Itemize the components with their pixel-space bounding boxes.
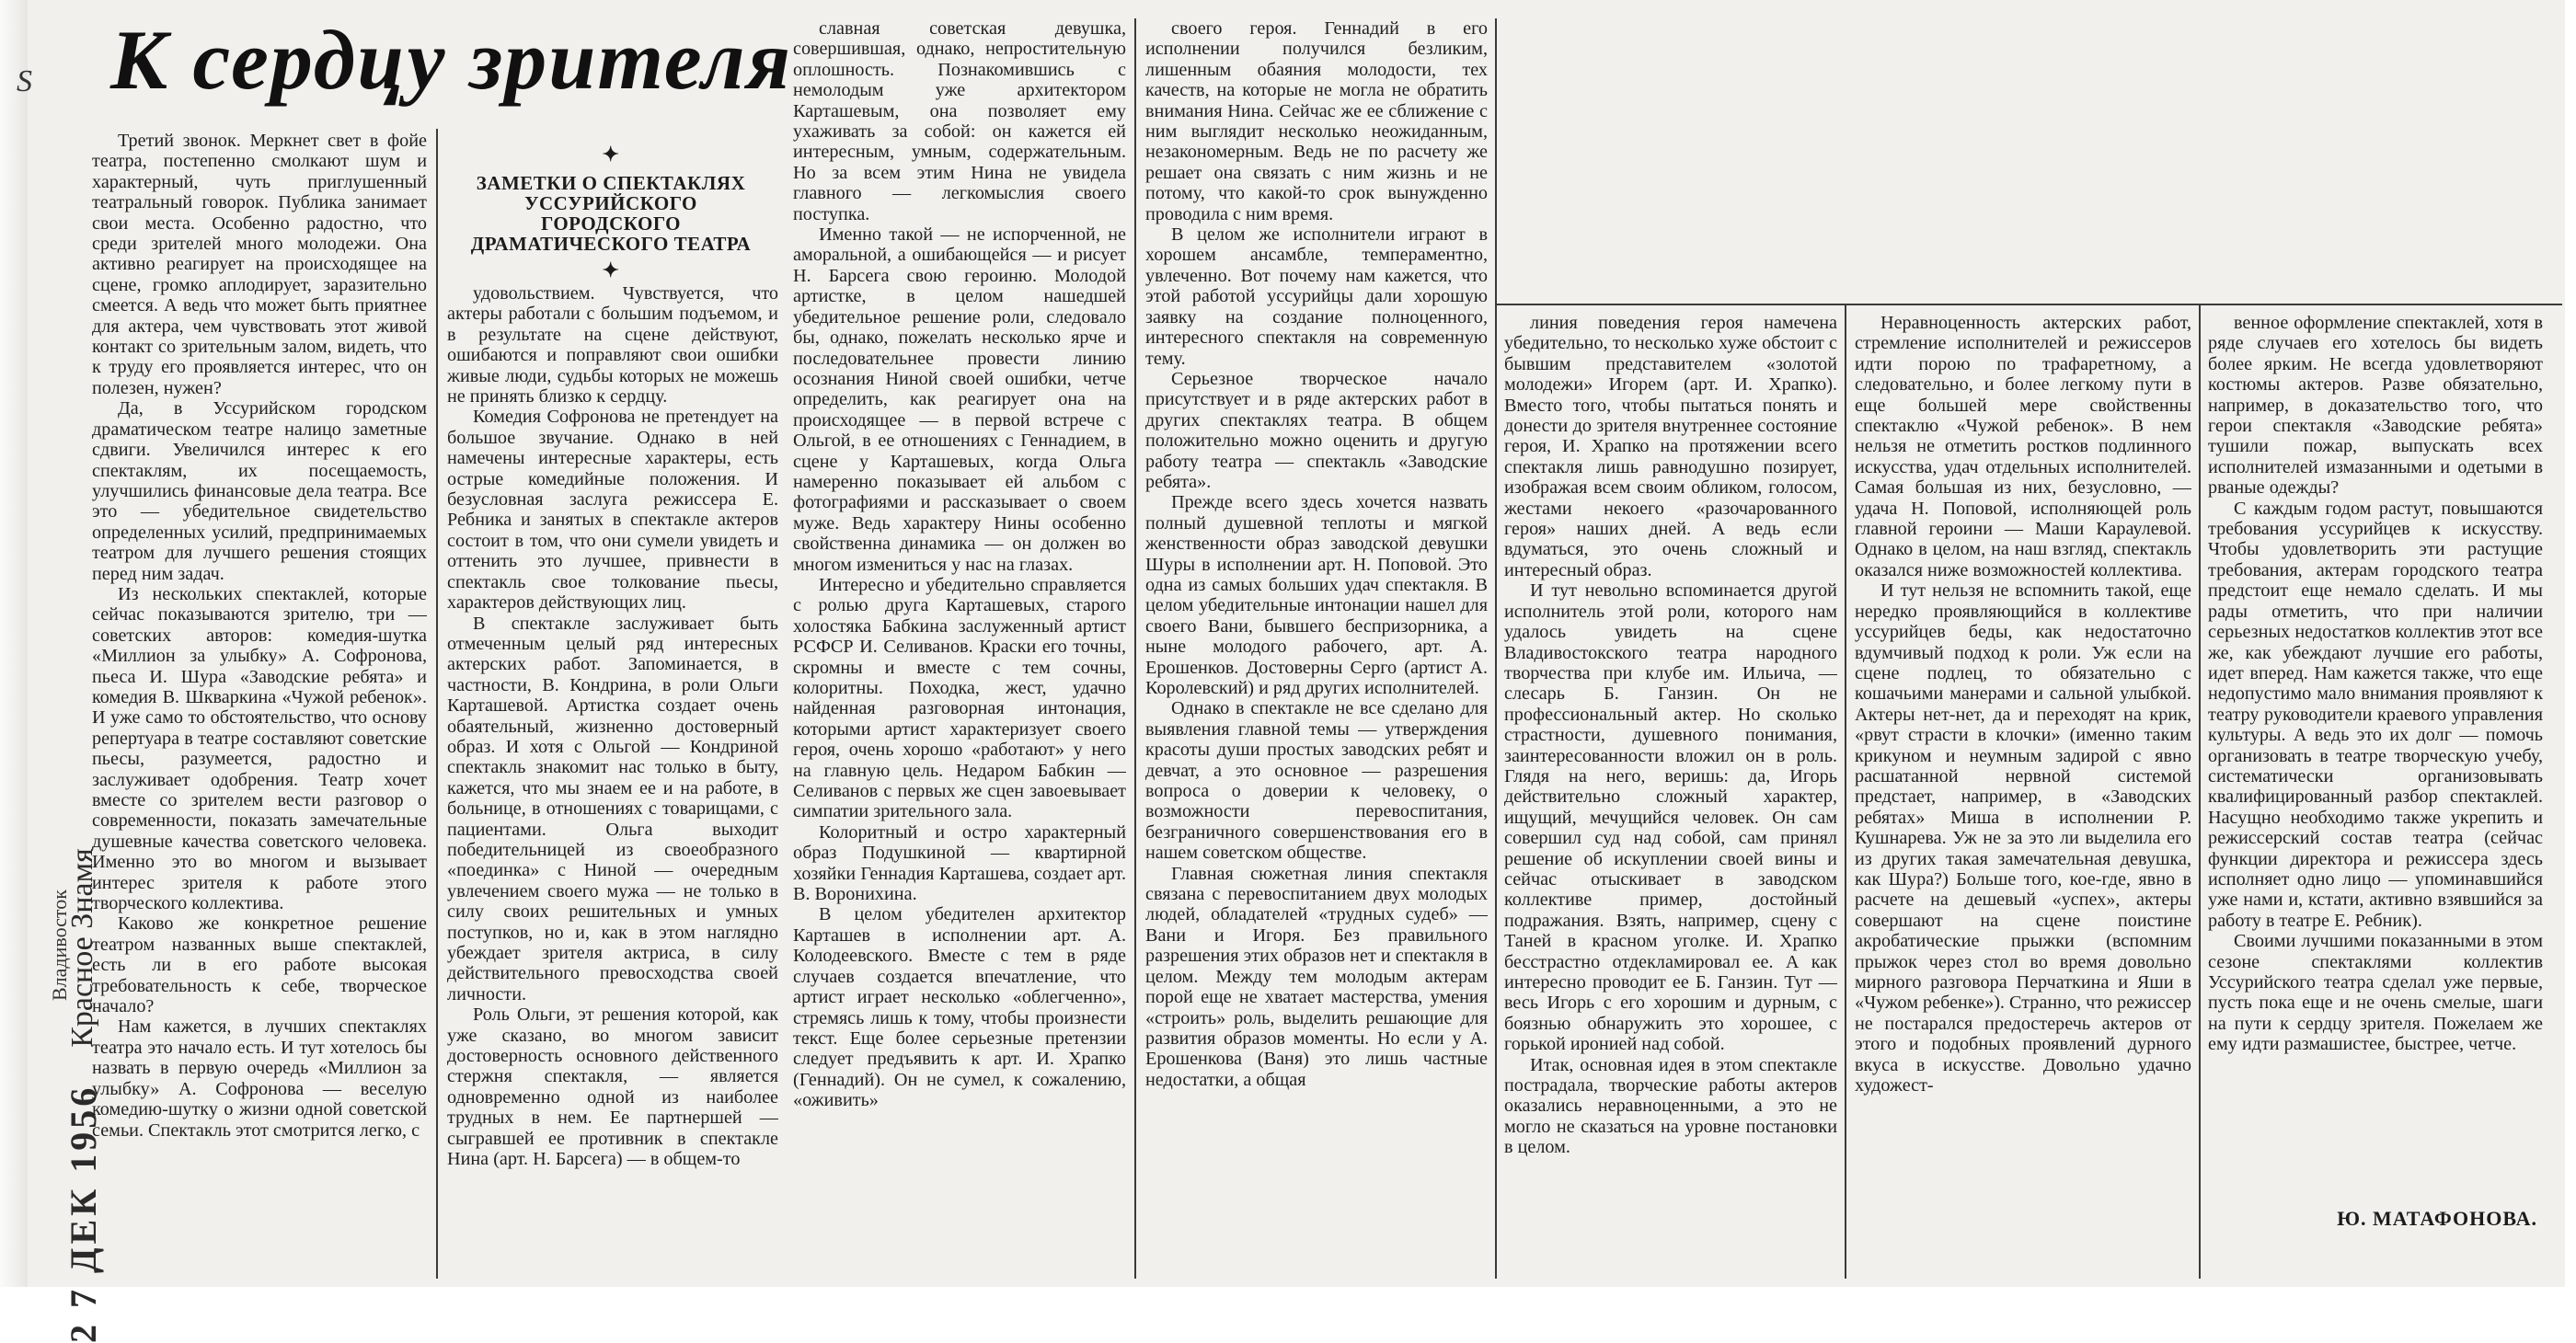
article-subheading-block <box>449 145 773 280</box>
paragraph: С каждым годом растут, повышаются требования уссурийцев к искусству. Чтобы удовлетворить эти растущие требования, актерам городского театра предстоит еще немало сделать. И мы рады отметить, что при наличии серьезных недостатков коллектив этот все же, как убеждают лучшие его работы, идет вперед. Нам кажется также, что еще недопустимо мало внимания проявляют к театру руководители краевого управления культуры. А ведь это их долг — помочь организовать в театре творческую учебу, систематически организовывать квалифицированный разбор спектаклей. Насущно необходимо также укрепить и режиссерский состав театра (сейчас функции директора и режиссера здесь исполняет одно лицо — упоминавшийся уже нами и, кстати, активно взявшийся за работу в театре Е. Ребник). <box>2208 498 2543 931</box>
paragraph: В целом же исполнители играют в хорошем ансамбле, темпераментно, увлеченно. Вот почему нам кажется, что этой работой уссурийцы дали хорошую заявку на создание полноценного, интересного спектакля на современную тему. <box>1145 224 1488 369</box>
paragraph: Каково же конкретное решение театром названных выше спектаклей, есть ли в его работе высокая требовательность к себе, творческое начало? <box>92 913 427 1017</box>
column-rule <box>2199 304 2201 1279</box>
article-subheading: ЗАМЕТКИ О СПЕКТАКЛЯХ УССУРИЙСКОГО ГОРОДСКОГО ДРАМАТИЧЕСКОГО ТЕАТРА <box>470 172 752 255</box>
paragraph: удовольствием. Чувствуется, что актеры работали с большим подъемом, и в результате на сцене действуют, ошибаются и поправляют свои ошибки живые люди, судьбы которых не можешь не принять близко к сердцу. <box>447 283 778 407</box>
column-rule <box>1134 18 1136 1279</box>
paragraph: Главная сюжетная линия спектакля связана с перевоспитанием двух молодых людей, обладателей «трудных судеб» — Вани и Игоря. Без правильного разрешения этих образов нет и спектакля в целом. Между тем молодым актерам порой еще не хватает мастерства, умения «строить» роль, выделить решающие для развития образов моменты. Но если у А. Ерошенкова (Ваня) это лишь частные недостатки, а общая <box>1145 863 1488 1090</box>
text-column-6 <box>1855 313 2191 1279</box>
paragraph: своего героя. Геннадий в его исполнении получился безликим, лишенным обаяния молодости, тех качеств, на которые не могла не обратить внимания Нина. Сейчас же ее сближение с ним выглядит несколько неожиданным, незакономерным. Ведь не по расчету же решает она связать с ним жизнь и не потому, что какой-то срок вынужденно проводила с ним время. <box>1145 18 1488 224</box>
paragraph: венное оформление спектаклей, хотя в ряде случаев его хотелось бы видеть более ярким. Не всегда удовлетворяют костюмы актеров. Разве обязательно, например, в доказательство того, что герои спектакля «Заводские ребята» тушили пожар, выпускать всех исполнителей измазанными и одетыми в рваные одежды? <box>2208 313 2543 499</box>
paragraph: В спектакле заслуживает быть отмеченным целый ряд интересных актерских работ. Запоминается, в частности, В. Кондрина, в роли Ольги Карташевой. Артистка создает очень обаятельный, жизненно достоверный образ. И хотя с Ольгой — Кондриной спектакль знакомит нас только в быту, кажется, что мы знаем ее и на работе, в больнице, в отношениях с товарищами, с пациентами. Ольга выходит победительницей из своеобразного «поединка» с Ниной — очередным увлечением своего мужа — не только в силу своих решительных и умных поступков, но и, как в этом наглядно убеждает зрителя актриса, в силу действительного превосходства своей личности. <box>447 613 778 1004</box>
text-column-7 <box>2208 313 2543 1196</box>
paragraph: Неравноценность актерских работ, стремление исполнителей и режиссеров идти порою по трафаретному, а следовательно, и более легкому пути в еще большей мере свойственны спектаклю «Чужой ребенок». В нем нельзя не отметить ростков подлинного искусства, удач отдельных исполнителей. Самая большая из них, безусловно, — удача Н. Поповой, исполняющей роль главной героини — Маши Караулевой. Однако в целом, на наш взгляд, спектакль оказался ниже возможностей коллектива. <box>1855 313 2191 580</box>
paragraph: Колоритный и остро характерный образ Подушкиной — квартирной хозяйки Геннадия Карташева, создает арт. В. Воронихина. <box>793 821 1126 905</box>
section-rule <box>1495 304 2562 305</box>
paragraph: линия поведения героя намечена убедительно, то несколько хуже обстоит с бывшим представителем «золотой молодежи» Игорем (арт. И. Храпко). Вместо того, чтобы пытаться понять и донести до зрителя внутреннее состояние героя, И. Храпко на протяжении всего спектакля лишь равнодушно позирует, изображая всем своим обликом, голосом, жестами некоего «разочарованного героя» наших дней. А ведь если вдуматься, это очень сложный и интересный образ. <box>1504 313 1837 580</box>
paragraph: Из нескольких спектаклей, которые сейчас показываются зрителю, три — советских авторов: комедия-шутка «Миллион за улыбку» А. Софронова, пьеса И. Шура «Заводские ребята» и комедия В. Шкваркина «Чужой ребенок». И уже само то обстоятельство, что основу репертуара в театре составляют советские пьесы, разумеется, радостно и заслуживает одобрения. Театр хочет вместе со зрителем вести разговор о современности, показать замечательные душевные качества советского человека. Именно это во многом и вызывает интерес зрителя к работе этого творческого коллектива. <box>92 583 427 914</box>
stamp-mark: S <box>17 64 32 98</box>
page-edge-left <box>0 0 28 1287</box>
paragraph: Именно такой — не испорченной, не аморальной, а ошибающейся — и рисует Н. Барсега свою героиню. Молодой артистке, в целом нашедшей убедительное решение роли, следовало бы, однако, пожелать несколько ярче и последовательнее провести линию осознания Ниной своей ошибки, четче определить, как реагирует она на происходящее — в первой встрече с Ольгой, в ее отношениях с Геннадием, в сцене у Карташевых, когда Ольга намеренно показывает ей альбом с фотографиями и рассказывает о своем муже. Ведь характеру Нины особенно свойственна динамика — он должен во многом измениться у нас на глазах. <box>793 224 1126 575</box>
column-rule <box>436 129 438 1279</box>
ornament-bottom: ✦ <box>602 258 620 281</box>
paragraph: И тут невольно вспоминается другой исполнитель этой роли, которого нам удалось увидеть на сцене Владивостокского театра народного творчества при клубе им. Ильича, — слесарь Б. Ганзин. Он не профессиональный актер. Но сколько страстности, душевного понимания, заинтересованности вложил он в роль. Глядя на него, веришь: да, Игорь действительно сложный характер, ищущий, мечущийся человек. Он сам совершил суд над собой, сам принял решение об искуплении своей вины и сейчас отыскивает в заводском коллективе пример, достойный подражания. Взять, например, сцену с Таней в красном уголке. И. Храпко бесстрастно отдекламировал ее. А как интересно проводит ее Б. Ганзин. Тут — весь Игорь с его хорошим и дурным, с боязнью обнаружить это хорошее, с горькой иронией над собой. <box>1504 580 1837 1055</box>
paragraph: Интересно и убедительно справляется с ролью друга Карташевых, старого холостяка Бабкина заслуженный артист РСФСР И. Селиванов. Краски его точны, скромны и вместе с тем сочны, колоритны. Походка, жест, удачно найденная разговорная интонация, которыми артист характеризует своего героя, очень хорошо «работают» у него на главную цель. Недаром Бабкин — Селиванов с первых же сцен завоевывает симпатии зрительного зала. <box>793 574 1126 822</box>
text-column-5 <box>1504 313 1837 1279</box>
text-column-1 <box>92 131 427 1280</box>
paragraph: В целом убедителен архитектор Карташев в исполнении арт. А. Колодеевского. Вместе с тем в ряде случаев создается впечатление, что артист играет несколько «облегченно», стремясь лишь к тому, чтобы произнести текст. Еще более серьезные претензии следует предъявить к арт. И. Храпко (Геннадий). Он не сумел, к сожалению, «оживить» <box>793 904 1126 1111</box>
paragraph: Прежде всего здесь хочется назвать полный душевной теплоты и мягкой женственности образ заводской девушки Шуры в исполнении арт. Н. Поповой. Это одна из самых больших удач спектакля. В целом убедительные интонации нашел для своего Вани, бывшего беспризорника, а ныне молодого рабочего, арт. А. Ерошенков. Достоверны Серго (артист А. Королевский) и ряд других исполнителей. <box>1145 492 1488 698</box>
paragraph: Да, в Уссурийском городском драматическом театре налицо заметные сдвиги. Увеличился интерес к его спектаклям, их посещаемость, улучшились финансовые дела театра. Все это — убедительное свидетельство определенных усилий, предпринимаемых театром для лучшего решения стоящих перед ним задач. <box>92 398 427 584</box>
paragraph: Третий звонок. Меркнет свет в фойе театра, постепенно смолкают шум и характерный, чуть приглушенный театральный говорок. Публика занимает свои места. Особенно радостно, что среди зрителей много молодежи. Она активно реагирует на происходящее на сцене, громко аплодирует, заразительно смеется. А ведь что может быть приятнее для актера, чем чувствовать этот живой контакт со зрительным залом, видеть, что к труду его проявляется интерес, что он полезен, нужен? <box>92 131 427 398</box>
text-column-3 <box>793 18 1126 1279</box>
paragraph: Роль Ольги, эт решения которой, как уже сказано, во многом зависит достоверность основного действенного стержня спектакля, — является одновременно одной из наиболее трудных в нем. Ее партнершей — сыгравшей ее противник в спектакле Нина (арт. Н. Барсега) — в общем-то <box>447 1004 778 1170</box>
article-headline: К сердцу зрителя <box>110 13 792 107</box>
paragraph: Итак, основная идея в этом спектакле пострадала, творческие работы актеров оказались неравноценными, а это не могло не сказаться на уровне постановки в целом. <box>1504 1054 1837 1158</box>
paragraph: Комедия Софронова не претендует на большое звучание. Однако в ней намечены интересные характеры, есть острые комедийные положения. И безусловная заслуга режиссера Е. Ребника и занятых в спектакле актеров состоит в том, что они сумели увидеть и оттенить это лучшее, привнести в спектакль свое толкование пьесы, характеров действующих лиц. <box>447 407 778 614</box>
stamp-date: 2 7 ДЕК 1956 <box>62 1084 104 1343</box>
paragraph: Нам кажется, в лучших спектаклях театра это начало есть. И тут хотелось бы назвать в первую очередь «Миллион за улыбку» А. Софронова — веселую комедию-шутку о жизни одной советской семьи. Спектакль этот смотрится легко, с <box>92 1016 427 1141</box>
text-column-4 <box>1145 18 1488 1279</box>
column-rule <box>1845 304 1846 1279</box>
ornament-top: ✦ <box>602 143 620 166</box>
page-edge-right <box>2565 0 2576 1287</box>
author-signature: Ю. МАТАФОНОВА. <box>2337 1207 2537 1230</box>
paragraph: славная советская девушка, совершившая, однако, непростительную оплошность. Познакомившись с немолодым уже архитектором Карташевым, она позволяет ему ухаживать за собой: он кажется ей интересным, умным, содержательным. Но за всем этим Нина не увидела главного — легкомыслия своего поступка. <box>793 18 1126 224</box>
paragraph: Однако в спектакле не все сделано для выявления главной темы — утверждения красоты души простых заводских ребят и девчат, а это основное — разрешения вопроса о доверии к человеку, о возможности перевоспитания, безграничного совершенствования его в нашем советском обществе. <box>1145 698 1488 864</box>
column-rule <box>1495 18 1497 1279</box>
stamp-city: Владивосток <box>48 890 71 1001</box>
stamp-newspaper: Красное Знамя <box>65 848 99 1048</box>
text-column-2 <box>447 283 778 1279</box>
paragraph: Своими лучшими показанными в этом сезоне спектаклями коллектив Уссурийского театра сделал уже первые, пусть пока еще и не очень смелые, шаги на пути к сердцу зрителя. Пожелаем же ему идти размашистее, быстрее, четче. <box>2208 931 2543 1055</box>
paragraph: И тут нельзя не вспомнить такой, еще нередко проявляющийся в коллективе уссурийцев беды, как недостаточно вдумчивый подход к роли. Уж если на сцене подлец, то обязательно с кошачьими манерами и сальной улыбкой. Актеры нет-нет, да и переходят на крик, «рвут страсти в клочки» (именно таким крикуном и неумным задирой с явно расшатанной нервной системой предстает, например, в «Заводских ребятах» Миша в исполнении Р. Кушнарева. Уж не за это ли выделила его из других такая замечательная девушка, как Шура?) Больше того, кое-где, явно в расчете на дешевый «успех», актеры совершают на сцене поистине акробатические прыжки (вспомним прыжок через стол во время довольно мирного разговора Перчаткина и Яши в «Чужом ребенке»). Странно, что режиссер не постарался предостеречь актеров от этого и подобных проявлений дурного вкуса в искусстве. Довольно удачно художест- <box>1855 580 2191 1096</box>
paragraph: Серьезное творческое начало присутствует и в ряде актерских работ в других спектаклях театра. В общем положительно можно оценить и другую работу театра — спектакль «Заводские ребята». <box>1145 368 1488 492</box>
